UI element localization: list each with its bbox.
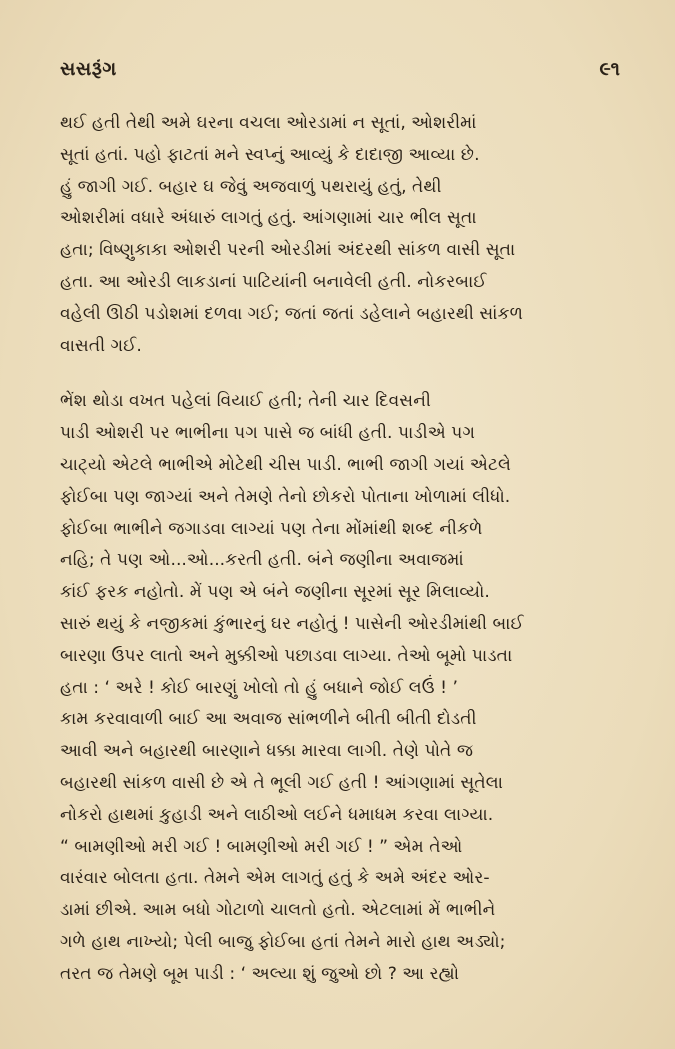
text-line: ઓશરીમાં વધારે અંધારું લાગતું હતું. આંગણામાં ચાર ભીલ સૂતા xyxy=(60,208,477,229)
text-line: બારણા ઉપર લાતો અને મુક્કીઓ પછાડવા લાગ્યા. તેઓ બૂમો પાડતા xyxy=(60,645,513,666)
text-line: સારું થયું કે નજીકમાં કુંભારનું ઘર નહોતું ! પાસેની ઓરડીમાંથી બાઈ xyxy=(60,613,524,634)
text-line: કામ કરવાવાળી બાઈ આ અવાજ સાંભળીને બીતી બીતી દોડતી xyxy=(60,709,477,730)
text-line: “ બામણીઓ મરી ગઈ ! બામણીઓ મરી ગઈ ! ” એમ તેઓ xyxy=(60,836,463,857)
text-line: ફોઈબા પણ જાગ્યાં અને તેમણે તેનો છોકરો પોતાના ખોળામાં લીધો. xyxy=(60,486,511,507)
text-line: આવી અને બહારથી બારણાને ધક્કા મારવા લાગી. તેણે પોતે જ xyxy=(60,741,474,762)
text-line: ચાટ્યો એટલે ભાભીએ મોટેથી ચીસ પાડી. ભાભી જાગી ગયાં એટલે xyxy=(60,454,511,475)
text-line: થઈ હતી તેથી અમે ઘરના વચલા ઓરડામાં ન સૂતાં, ઓશરીમાં xyxy=(60,113,477,133)
text-line: હતા; વિષ્ણુકાકા ઓશરી પરની ઓરડીમાં અંદરથી સાંકળ વાસી સૂતા xyxy=(60,240,516,261)
running-title: સસરૂંગ xyxy=(60,58,117,80)
running-header xyxy=(60,58,620,88)
text-line: હતા. આ ઓરડી લાકડાનાં પાટિયાંની બનાવેલી હતી. નોકરબાઈ xyxy=(60,271,487,292)
text-line: વારંવાર બોલતા હતા. તેમને એમ લાગતું હતું કે અમે અંદર ઓર- xyxy=(60,868,490,889)
text-line: ભેંશ થોડા વખત પહેલાં વિયાઈ હતી; તેની ચાર દિવસની xyxy=(60,391,431,412)
text-line: ગળે હાથ નાખ્યો; પેલી બાજુ ફોઈબા હતાં તેમને મારો હાથ અડ્યો; xyxy=(60,931,506,952)
text-line: કાંઈ ફરક નહોતો. મેં પણ એ બંને જણીના સૂરમાં સૂર મિલાવ્યો. xyxy=(60,582,490,603)
text-line: હતા : ‘ અરે ! કોઈ બારણું ખોલો તો હું બધાને જોઈ લઉં ! ’ xyxy=(60,677,458,698)
text-line: પાડી ઓશરી પર ભાભીના પગ પાસે જ બાંધી હતી. પાડીએ પગ xyxy=(60,423,475,444)
text-line: ડામાં છીએ. આમ બધો ગોટાળો ચાલતો હતો. એટલામાં મેં ભાભીને xyxy=(60,900,496,921)
text-line: બહારથી સાંકળ વાસી છે એ તે ભૂલી ગઈ હતી ! આંગણામાં સૂતેલા xyxy=(60,772,503,793)
text-line: હું જાગી ગઈ. બહાર ઘ જેવું અજવાળું પથરાયું હતું, તેથી xyxy=(60,176,442,197)
page-number: ૯૧ xyxy=(599,58,620,80)
paragraph xyxy=(60,108,620,362)
text-line: નોકરો હાથમાં કુહાડી અને લાઠીઓ લઈને ધમાધમ કરવા લાગ્યા. xyxy=(60,804,494,825)
paragraph-gap xyxy=(60,362,620,386)
paragraph xyxy=(60,386,620,990)
text-line: વાસતી ગઈ. xyxy=(60,335,142,356)
text-line: તરત જ તેમણે બૂમ પાડી : ‘ અલ્યા શું જુઓ છો ? આ રહ્યો xyxy=(60,963,460,984)
text-line: સૂતાં હતાં. પહો ફાટતાં મને સ્વપ્નું આવ્યું કે દાદાજી આવ્યા છે. xyxy=(60,144,480,165)
text-line: વહેલી ઊઠી પડોશમાં દળવા ગઈ; જતાં જતાં ડહેલાને બહારથી સાંકળ xyxy=(60,303,524,324)
body-text xyxy=(60,108,620,991)
text-line: ફોઈબા ભાભીને જગાડવા લાગ્યાં પણ તેના મોંમાંથી શબ્દ નીકળે xyxy=(60,518,483,539)
text-line: નહિ; તે પણ ઓ...ઓ...કરતી હતી. બંને જણીના અવાજમાં xyxy=(60,550,464,571)
